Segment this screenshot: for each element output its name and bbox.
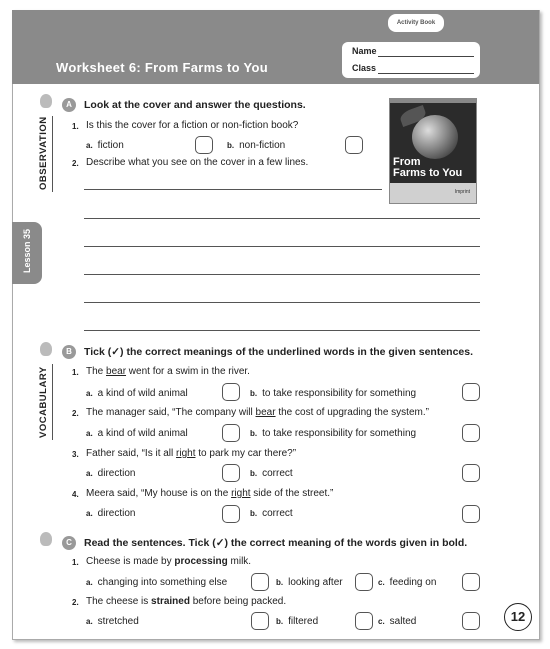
option-text: a kind of wild animal	[97, 428, 188, 439]
option-text: to take responsibility for something	[262, 428, 417, 439]
option-text: fiction	[97, 140, 124, 151]
section-a-heading: Look at the cover and answer the questions.	[84, 99, 306, 111]
option-letter: a.	[86, 141, 93, 150]
lesson-tab	[12, 222, 42, 284]
option-letter: b.	[276, 617, 284, 626]
option	[250, 388, 416, 399]
question-number: 4.	[72, 490, 79, 499]
question-number: 2.	[72, 598, 79, 607]
option	[86, 508, 135, 519]
text: to park my car there?”	[195, 448, 297, 459]
section-a-badge: A	[62, 98, 76, 112]
tick-box[interactable]	[222, 464, 240, 482]
option-letter: a.	[86, 429, 93, 438]
text: The	[86, 366, 107, 377]
apple-shape	[412, 115, 458, 159]
tick-box[interactable]	[355, 612, 373, 630]
tick-box[interactable]	[462, 505, 480, 523]
writing-line[interactable]	[84, 302, 480, 303]
tick-box[interactable]	[462, 464, 480, 482]
text: the cost of upgrading the system.”	[275, 407, 429, 418]
cover-title-line1: From	[393, 156, 421, 168]
name-label: Name	[352, 46, 377, 56]
cover-title-line2: Farms to You	[393, 167, 463, 179]
option	[86, 140, 124, 151]
writing-line[interactable]	[84, 274, 480, 275]
bold-word: processing	[174, 556, 228, 567]
option	[227, 140, 285, 151]
underlined-word: bear	[106, 366, 127, 377]
option-text: direction	[97, 468, 136, 479]
option-text: feeding on	[389, 577, 437, 588]
activity-book-logo: Activity Book	[388, 14, 444, 32]
writing-line[interactable]	[84, 246, 480, 247]
question-text: Describe what you see on the cover in a few lines.	[86, 157, 309, 168]
option	[86, 428, 188, 439]
text: Cheese is made by	[86, 556, 175, 567]
option-text: a kind of wild animal	[97, 388, 188, 399]
question-text	[86, 596, 286, 607]
bold-word: strained	[151, 596, 190, 607]
section-c-heading: Read the sentences. Tick (✓) the correct meaning of the words given in bold.	[84, 537, 468, 549]
worksheet-title: Worksheet 6: From Farms to You	[56, 60, 268, 75]
option	[250, 428, 416, 439]
option-letter: b.	[276, 578, 284, 587]
option-letter: b.	[250, 389, 258, 398]
option-text: to take responsibility for something	[262, 388, 417, 399]
tick-box[interactable]	[251, 573, 269, 591]
option-letter: a.	[86, 389, 93, 398]
question-number: 2.	[72, 159, 79, 168]
option-text: salted	[389, 616, 417, 627]
text: milk.	[227, 556, 252, 567]
question-text	[86, 448, 296, 459]
text: before being packed.	[189, 596, 287, 607]
option-letter: b.	[227, 141, 235, 150]
tick-box[interactable]	[355, 573, 373, 591]
option-text: filtered	[288, 616, 319, 627]
underlined-word: right	[176, 448, 196, 459]
question-text: Is this the cover for a fiction or non-fiction book?	[86, 120, 299, 131]
page-number: 12	[504, 603, 532, 631]
question-number: 2.	[72, 409, 79, 418]
option	[378, 577, 436, 588]
option-letter: c.	[378, 617, 385, 626]
bird-mascot-icon	[40, 532, 52, 546]
writing-line[interactable]	[84, 218, 480, 219]
option-text: changing into something else	[97, 577, 228, 588]
class-label: Class	[352, 63, 377, 73]
tick-box[interactable]	[462, 424, 480, 442]
vocabulary-label: VOCABULARY	[38, 364, 53, 440]
question-number: 1.	[72, 558, 79, 567]
section-c-badge: C	[62, 536, 76, 550]
option-text: direction	[97, 508, 136, 519]
text: Father said, “Is it all	[86, 448, 177, 459]
cover-title	[393, 157, 462, 179]
option	[86, 616, 139, 627]
name-field[interactable]	[378, 56, 474, 57]
tick-box[interactable]	[222, 424, 240, 442]
writing-line[interactable]	[84, 330, 480, 331]
question-text	[86, 488, 333, 499]
cover-publisher: Imprint	[454, 189, 470, 195]
underlined-word: bear	[255, 407, 276, 418]
option	[86, 577, 227, 588]
option-text: correct	[262, 468, 293, 479]
text: The cheese is	[86, 596, 152, 607]
book-cover-image	[389, 98, 477, 204]
option	[86, 468, 135, 479]
question-number: 1.	[72, 368, 79, 377]
option	[250, 468, 293, 479]
bird-mascot-icon	[40, 94, 52, 108]
cover-strip	[390, 99, 476, 103]
option-letter: c.	[378, 578, 385, 587]
option-letter: b.	[250, 509, 258, 518]
tick-box[interactable]	[462, 383, 480, 401]
option	[276, 577, 343, 588]
tick-box[interactable]	[462, 573, 480, 591]
writing-line[interactable]	[84, 189, 382, 190]
option-letter: a.	[86, 617, 93, 626]
question-text	[86, 366, 250, 377]
section-b-heading: Tick (✓) the correct meanings of the underlined words in the given sentences.	[84, 346, 474, 358]
option-text: stretched	[97, 616, 139, 627]
option-text: non-fiction	[239, 140, 286, 151]
tick-box[interactable]	[345, 136, 363, 154]
option-letter: b.	[250, 469, 258, 478]
question-text	[86, 556, 251, 567]
underlined-word: right	[231, 488, 251, 499]
option	[250, 508, 293, 519]
tick-box[interactable]	[222, 383, 240, 401]
tick-box[interactable]	[195, 136, 213, 154]
option-letter: a.	[86, 578, 93, 587]
option	[86, 388, 188, 399]
class-field[interactable]	[378, 73, 474, 74]
text: side of the street.”	[250, 488, 334, 499]
lesson-tab-label: Lesson 35	[22, 228, 32, 274]
cover-footer	[390, 183, 476, 203]
option-letter: a.	[86, 469, 93, 478]
option-letter: b.	[250, 429, 258, 438]
bird-mascot-icon	[40, 342, 52, 356]
observation-label: OBSERVATION	[38, 116, 53, 192]
text: went for a swim in the river.	[126, 366, 250, 377]
option-text: correct	[262, 508, 293, 519]
question-number: 1.	[72, 122, 79, 131]
option-letter: a.	[86, 509, 93, 518]
tick-box[interactable]	[251, 612, 269, 630]
name-class-box	[342, 42, 480, 78]
option	[378, 616, 416, 627]
question-number: 3.	[72, 450, 79, 459]
tick-box[interactable]	[222, 505, 240, 523]
section-b-badge: B	[62, 345, 76, 359]
text: The manager said, “The company will	[86, 407, 256, 418]
option-text: looking after	[288, 577, 343, 588]
tick-box[interactable]	[462, 612, 480, 630]
question-text	[86, 407, 429, 418]
option	[276, 616, 318, 627]
text: Meera said, “My house is on the	[86, 488, 232, 499]
